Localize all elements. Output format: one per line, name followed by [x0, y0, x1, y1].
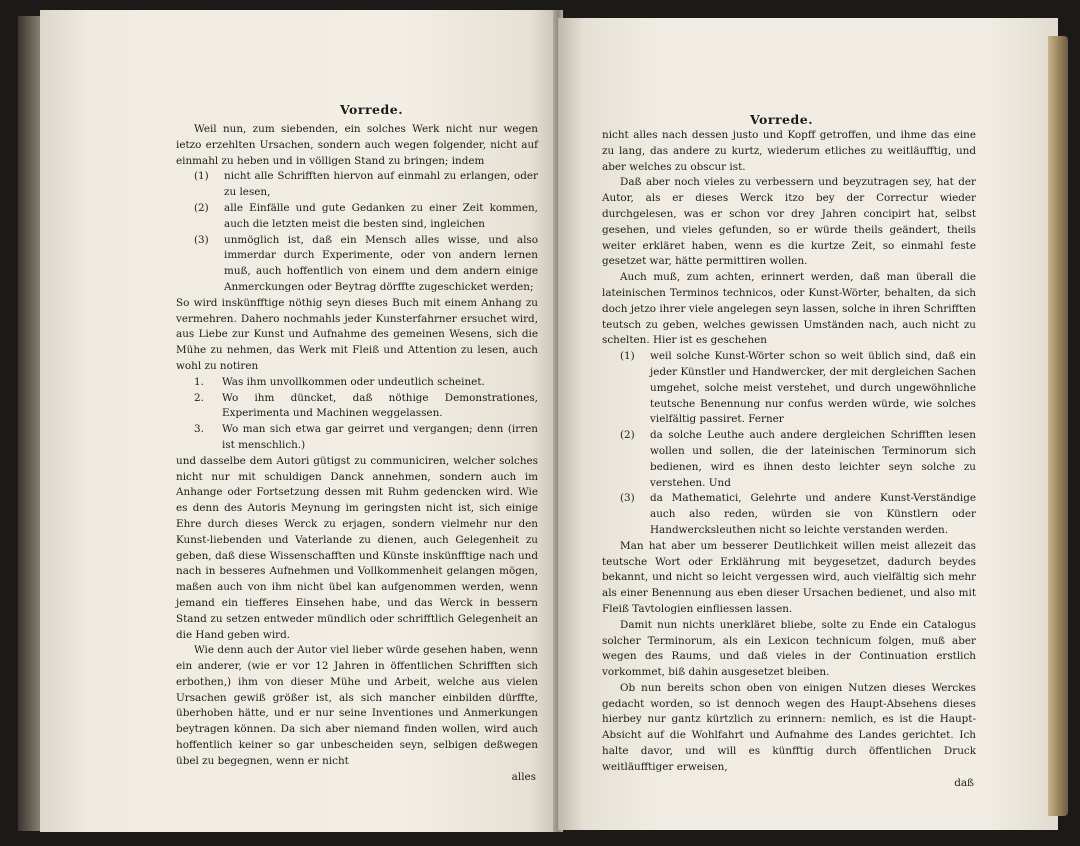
left-page [40, 10, 556, 832]
right-page-text [602, 128, 976, 791]
right-running-head: Vorrede. [750, 112, 814, 127]
left-catchword: alles [511, 770, 536, 783]
list-item: (1) weil solche Kunst-Wörter schon so weit üblich sind, daß ein jeder Künstler und Handwercker, der mit dergleichen Sachen umgehet, solche meist verstehet, und durch ungewöhnliche teutsche Benennung nur confus werden würde, wie solches vielfältig passiret. Ferner [620, 350, 976, 426]
list-item: 1. Was ihm unvollkommen oder undeutlich scheinet. [194, 375, 485, 388]
right-paragraph-5: Damit nun nichts unerkläret bliebe, solte zu Ende ein Catalogus solcher Terminorum, als ein Lexicon technicum folgen, muß aber wegen des Raums, und daß vieles in der Continuation erstlich vorkommet, biß dahin ausgesetzet bleiben. [602, 618, 976, 679]
right-catchword: daß [954, 776, 974, 789]
list-item: (3) da Mathematici, Gelehrte und andere Kunst-Verständige auch also reden, würden sie von Künstlern oder Handwercksleuthen nicht so leichte verstanden werden. [620, 492, 976, 536]
list-item: (1) nicht alle Schrifften hiervon auf einmahl zu erlangen, oder zu lesen, [194, 170, 538, 199]
list-item: (2) alle Einfälle und gute Gedanken zu einer Zeit kommen, auch die letzten meist die besten sind, ingleichen [194, 201, 538, 230]
left-paragraph-4: Wie denn auch der Autor viel lieber würde gesehen haben, wenn ein anderer, (wie er vor 12 Jahren in öffentlichen Schrifften sich erbothen,) ihm von dieser Mühe und Arbeit, welche aus vielen Ursachen gewiß größer ist, als sich mancher einbilden dürffte, überhoben hätte, und er nur seine Inventiones und Anmerkungen beytragen können. Da sich aber niemand finden wollen, wird auch hoffentlich keiner so gar unbescheiden seyn, selbigen deßwegen übel zu begegnen, wenn er nicht [176, 644, 538, 767]
right-paragraph-2: Daß aber noch vieles zu verbessern und beyzutragen sey, hat der Autor, als er dieses Werck itzo bey der Correctur wieder durchgelesen, was er schon vor drey Jahren concipirt hat, selbst gesehen, und vieles gefunden, so er würde theils geändert, theils weiter erkläret haben, wenn es die kurtze Zeit, so einmahl feste gesetzet war, hätte permittiren wollen. [602, 176, 976, 268]
right-paragraph-6: Ob nun bereits schon oben von einigen Nutzen dieses Werckes gedacht worden, so ist dennoch wegen des Haupt-Absehens dieses hierbey nur gantz kürtzlich zu erinnern: nemlich, es ist die Haupt-Absicht auf die Wohlfahrt und Aufnahme des Landes gerichtet. Ich halte davor, und will es künfftig durch öffentlichen Druck weitläufftiger erweisen, [602, 681, 976, 773]
left-paragraph-2: So wird inskünfftige nöthig seyn dieses Buch mit einem Anhang zu vermehren. Dahero nochmahls jeder Kunsterfahrner ersuchet wird, aus Liebe zur Kunst und Aufnahme des gemeinen Wesens, sich die Mühe zu nehmen, das Werk mit Fleiß und Attention zu lesen, auch wohl zu notiren [176, 296, 538, 372]
right-paragraph-1: nicht alles nach dessen justo und Kopff getroffen, und ihme das eine zu lang, das andere zu kurtz, wiederum etliches zu weitläufftig, und aber welches zu obscur ist. [602, 129, 976, 173]
right-paragraph-4: Man hat aber um besserer Deutlichkeit willen meist allezeit das teutsche Wort oder Erklährung mit beygesetzet, dadurch beydes bekannt, und nicht so leicht vergessen wird, auch vielfältig sich mehr als einer Benennung aus eben dieser Ursachen bedienet, und also mit Fleiß Tavtologien einfliessen lassen. [602, 539, 976, 615]
list-item: (3) unmöglich ist, daß ein Mensch alles wisse, und also immerdar durch Experimente, oder von andern lernen muß, auch hoffentlich von einem und dem andern einige Anmerckungen oder Beytrag dörffte zugeschicket werden; [194, 233, 538, 293]
list-item: 2. Wo ihm düncket, daß nöthige Demonstrationes, Experimenta und Machinen weggelassen. [194, 391, 538, 420]
right-page [558, 18, 1058, 830]
list-item: 3. Wo man sich etwa gar geirret und vergangen; denn (irren ist menschlich.) [194, 423, 538, 451]
left-paragraph-3: und dasselbe dem Autori gütigst zu communiciren, welcher solches nicht nur mit schuldigen Danck annehmen, sondern auch im Anhange oder Fortsetzung dessen mit Ruhm gedencken wird. Wie es denn des Autoris Meynung im geringsten nicht ist, sich einige Ehre durch dieses Werck zu erjagen, sondern vielmehr nur den Kunst-liebenden und Vaterlande zu dienen, auch Gelegenheit zu geben, daß diese Wissenschafften und Künste inskünfftige nach und nach in besseres Aufnehmen und Vollkommenheit gelangen mögen, maßen auch von ihm nicht übel kan aufgenommen werden, wenn jemand ein tiefferes Einsehen habe, und das Werck in bessern Stand zu setzen entweder mündlich oder schrifftlich Gelegenheit an die Hand geben wird. [176, 454, 538, 641]
right-list [602, 349, 976, 539]
page-block-edge [1048, 36, 1068, 816]
left-list-a [176, 169, 538, 295]
left-list-b [176, 375, 538, 454]
open-book [18, 6, 1070, 838]
left-paragraph-1: Weil nun, zum siebenden, ein solches Werk nicht nur wegen ietzo erzehlten Ursachen, sondern auch wegen folgender, nicht auf einmahl zu heben und in völligen Stand zu bringen; indem [176, 123, 538, 167]
left-running-head: Vorrede. [340, 102, 404, 117]
list-item: (2) da solche Leuthe auch andere dergleichen Schrifften lesen wollen und sollen, die der lateinischen Terminorum sich bedienen, wird es ihnen desto leichter seyn solche zu verstehen. Und [620, 429, 976, 489]
left-page-text [176, 122, 538, 785]
right-paragraph-3: Auch muß, zum achten, erinnert werden, daß man überall die lateinischen Terminos technicos, oder Kunst-Wörter, behalten, da sich doch jetzo ihrer viele angelegen seyn lassen, solche in ihren Schrifften teutsch zu geben, welches gewissen Umständen nach, auch nicht zu schelten. Hier ist es geschehen [602, 271, 976, 347]
